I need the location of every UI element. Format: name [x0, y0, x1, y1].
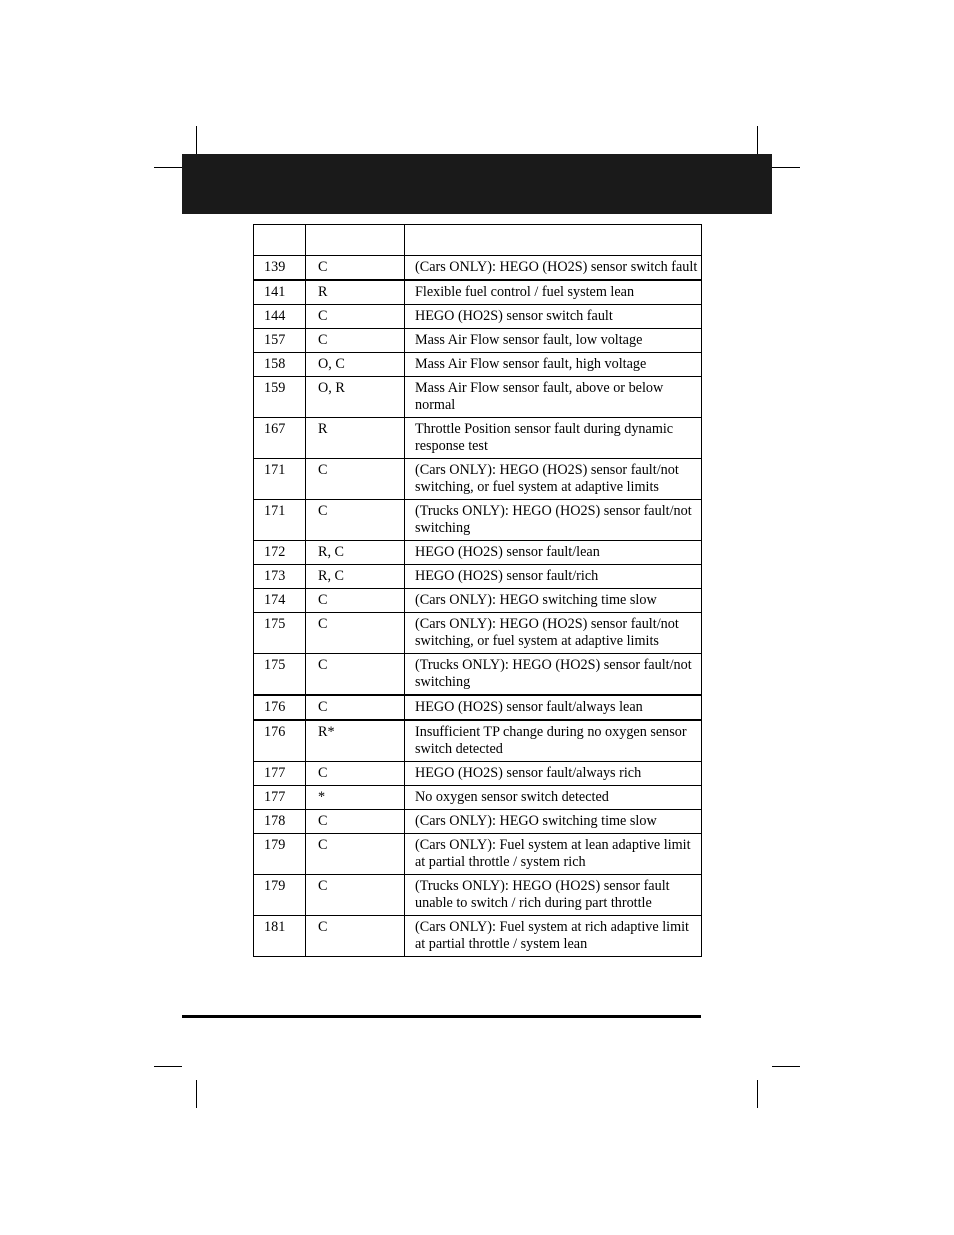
condition-cell: R, C [306, 565, 405, 589]
table-row [254, 810, 702, 834]
code-cell: 181 [254, 916, 306, 957]
header-code [254, 225, 306, 256]
table-row [254, 916, 702, 957]
crop-mark-top-left-vertical [196, 126, 197, 154]
condition-cell: O, C [306, 353, 405, 377]
condition-cell: C [306, 762, 405, 786]
table-row [254, 786, 702, 810]
trouble-code-table [253, 224, 702, 957]
description-cell: HEGO (HO2S) sensor fault/lean [405, 541, 702, 565]
code-cell: 175 [254, 613, 306, 654]
code-cell: 174 [254, 589, 306, 613]
code-cell: 171 [254, 459, 306, 500]
description-cell: HEGO (HO2S) sensor fault/always lean [405, 695, 702, 720]
code-cell: 178 [254, 810, 306, 834]
crop-mark-top-left-horizontal [154, 167, 182, 168]
table-row [254, 695, 702, 720]
crop-mark-bottom-right-vertical [757, 1080, 758, 1108]
condition-cell: R [306, 280, 405, 305]
code-cell: 177 [254, 786, 306, 810]
description-cell: Insufficient TP change during no oxygen sensor switch detected [405, 720, 702, 762]
table-header-row [254, 225, 702, 256]
description-cell: (Cars ONLY): HEGO switching time slow [405, 589, 702, 613]
description-cell: Mass Air Flow sensor fault, low voltage [405, 329, 702, 353]
table-row [254, 500, 702, 541]
description-cell: Throttle Position sensor fault during dynamic response test [405, 418, 702, 459]
header-bar [182, 154, 772, 214]
condition-cell: C [306, 459, 405, 500]
description-cell: No oxygen sensor switch detected [405, 786, 702, 810]
code-cell: 157 [254, 329, 306, 353]
description-cell: HEGO (HO2S) sensor fault/rich [405, 565, 702, 589]
code-cell: 158 [254, 353, 306, 377]
description-cell: (Trucks ONLY): HEGO (HO2S) sensor fault/not switching [405, 500, 702, 541]
description-cell: HEGO (HO2S) sensor switch fault [405, 305, 702, 329]
crop-mark-bottom-right-horizontal [772, 1066, 800, 1067]
description-cell: Mass Air Flow sensor fault, high voltage [405, 353, 702, 377]
condition-cell: * [306, 786, 405, 810]
code-cell: 175 [254, 654, 306, 696]
table-row [254, 329, 702, 353]
condition-cell: R [306, 418, 405, 459]
condition-cell: C [306, 500, 405, 541]
table-row [254, 280, 702, 305]
description-cell: (Cars ONLY): HEGO (HO2S) sensor switch fault [405, 256, 702, 281]
description-cell: HEGO (HO2S) sensor fault/always rich [405, 762, 702, 786]
description-cell: (Cars ONLY): Fuel system at rich adaptive limit at partial throttle / system lean [405, 916, 702, 957]
condition-cell: C [306, 329, 405, 353]
condition-cell: C [306, 834, 405, 875]
code-cell: 139 [254, 256, 306, 281]
table-row [254, 541, 702, 565]
code-cell: 171 [254, 500, 306, 541]
condition-cell: C [306, 875, 405, 916]
table-row [254, 459, 702, 500]
table-row [254, 353, 702, 377]
condition-cell: C [306, 916, 405, 957]
condition-cell: C [306, 810, 405, 834]
code-cell: 172 [254, 541, 306, 565]
table-row [254, 305, 702, 329]
code-cell: 167 [254, 418, 306, 459]
table-row [254, 565, 702, 589]
footer-rule [182, 1015, 701, 1018]
table-body [254, 256, 702, 957]
description-cell: Mass Air Flow sensor fault, above or below normal [405, 377, 702, 418]
condition-cell: C [306, 695, 405, 720]
table-row [254, 654, 702, 696]
code-cell: 179 [254, 834, 306, 875]
description-cell: Flexible fuel control / fuel system lean [405, 280, 702, 305]
table-row [254, 720, 702, 762]
code-cell: 179 [254, 875, 306, 916]
crop-mark-bottom-left-vertical [196, 1080, 197, 1108]
code-cell: 176 [254, 695, 306, 720]
description-cell: (Trucks ONLY): HEGO (HO2S) sensor fault unable to switch / rich during part throttle [405, 875, 702, 916]
header-condition [306, 225, 405, 256]
code-cell: 144 [254, 305, 306, 329]
table-row [254, 762, 702, 786]
condition-cell: C [306, 589, 405, 613]
condition-cell: R, C [306, 541, 405, 565]
condition-cell: C [306, 613, 405, 654]
table-row [254, 418, 702, 459]
code-cell: 177 [254, 762, 306, 786]
condition-cell: C [306, 256, 405, 281]
condition-cell: C [306, 305, 405, 329]
description-cell: (Cars ONLY): HEGO switching time slow [405, 810, 702, 834]
table-row [254, 834, 702, 875]
code-cell: 173 [254, 565, 306, 589]
code-cell: 176 [254, 720, 306, 762]
description-cell: (Cars ONLY): HEGO (HO2S) sensor fault/not switching, or fuel system at adaptive limits [405, 613, 702, 654]
description-cell: (Cars ONLY): Fuel system at lean adaptive limit at partial throttle / system rich [405, 834, 702, 875]
table-row [254, 377, 702, 418]
condition-cell: C [306, 654, 405, 696]
condition-cell: O, R [306, 377, 405, 418]
code-cell: 159 [254, 377, 306, 418]
header-description [405, 225, 702, 256]
condition-cell: R* [306, 720, 405, 762]
crop-mark-top-right-horizontal [772, 167, 800, 168]
crop-mark-bottom-left-horizontal [154, 1066, 182, 1067]
code-cell: 141 [254, 280, 306, 305]
table-row [254, 875, 702, 916]
description-cell: (Cars ONLY): HEGO (HO2S) sensor fault/not switching, or fuel system at adaptive limits [405, 459, 702, 500]
table-row [254, 613, 702, 654]
table-row [254, 256, 702, 281]
crop-mark-top-right-vertical [757, 126, 758, 154]
description-cell: (Trucks ONLY): HEGO (HO2S) sensor fault/not switching [405, 654, 702, 696]
table-row [254, 589, 702, 613]
